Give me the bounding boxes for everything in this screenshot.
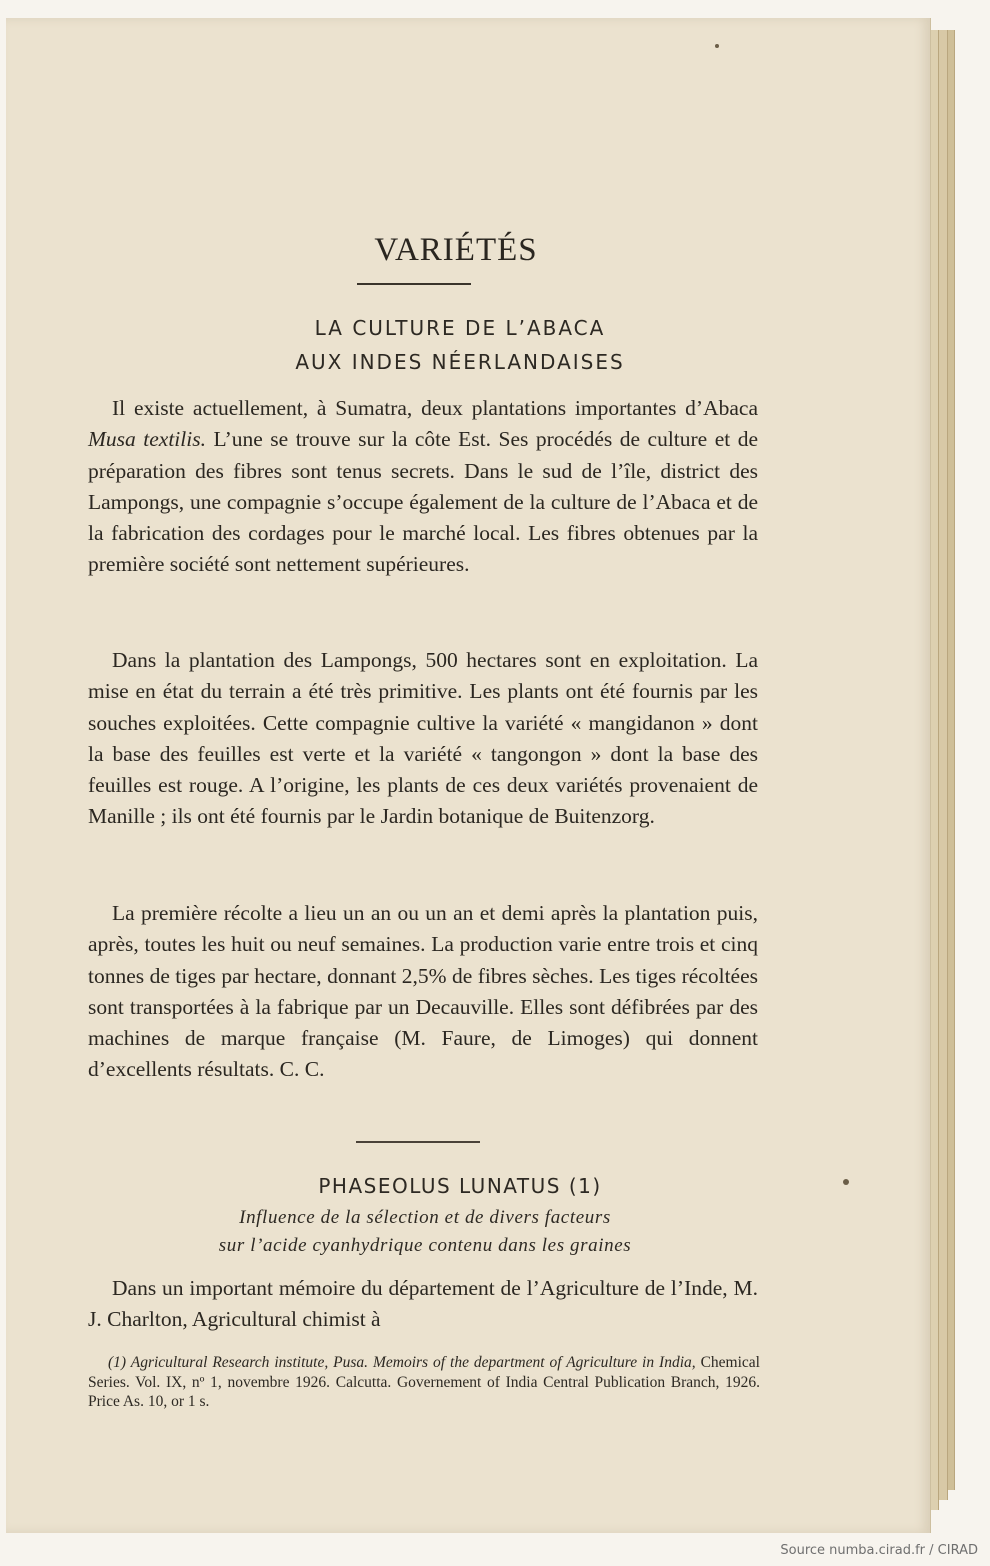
- article2-paragraph: Dans un important mémoire du département de l’Agriculture de l’Inde, M. J. Charlton, Agricultural chimist à: [88, 1276, 758, 1332]
- source-credit: Source numba.cirad.fr / CIRAD: [780, 1543, 978, 1558]
- paragraph-2: Dans la plantation des Lampongs, 500 hectares sont en exploitation. La mise en état du terrain a été très primitive. Les plants ont été fournis par les souches exploitées. Cette compagnie cultive la variété « mangidanon » dont la base des feuilles est verte et la variété « tangongon » dont la base des feuilles est rouge. A l’origine, les plants de ces deux variétés provenaient de Manille ; ils ont été fournis par le Jardin botanique de Buitenzorg.: [88, 648, 758, 829]
- footnote-text: Chemical Series. Vol. IX, nº 1, novembre 1926. Calcutta. Governement of India Central Publication Branch, 1926. Price As. 10, or 1 s.: [88, 1354, 760, 1410]
- title-rule: [357, 283, 471, 285]
- ink-speck: [715, 44, 719, 48]
- section-divider: [356, 1141, 480, 1143]
- page-edge: [948, 30, 955, 1490]
- article2-subtitle-line2: sur l’acide cyanhydrique contenu dans les graines: [218, 1235, 632, 1256]
- paragraph-3: La première récolte a lieu un an ou un an et demi après la plantation puis, après, toutes les huit ou neuf semaines. La production varie entre trois et cinq tonnes de tiges par hectare, donnant 2,5% de fibres sèches. Les tiges récoltées sont transportées à la fabrique par un Decauville. Elles sont défibrées par des machines de marque française (M. Faure, de Limoges) qui donnent d’excellents résultats. C. C.: [88, 901, 758, 1082]
- article-heading-line1: LA CULTURE DE L’ABACA: [314, 316, 606, 340]
- article2-subtitle-line1: Influence de la sélection et de divers facteurs: [239, 1207, 611, 1228]
- ink-speck: [843, 1179, 849, 1185]
- article2-heading: PHASEOLUS LUNATUS (1): [318, 1174, 602, 1198]
- paragraph-text: Il existe actuellement, à Sumatra, deux plantations importantes d’Abaca: [112, 396, 758, 420]
- page-edge: [939, 30, 948, 1500]
- footnote-italic: (1) Agricultural Research institute, Pusa. Memoirs of the department of Agriculture in India,: [108, 1354, 696, 1371]
- section-title: VARIÉTÉS: [374, 232, 538, 268]
- paragraph-1: [88, 393, 758, 581]
- species-name: Musa textilis.: [88, 427, 206, 452]
- page-edge: [930, 30, 939, 1510]
- paragraph-text: L’une se trouve sur la côte Est. Ses procédés de culture et de préparation des fibres sont tenus secrets. Dans le sud de l’île, district des Lampongs, une compagnie s’occupe également de la culture de l’Abaca et de la fabrication des cordages pour le marché local. Les fibres obtenues par la première société sont nettement supérieures.: [88, 427, 758, 577]
- footnote: [88, 1353, 760, 1412]
- article-heading-line2: AUX INDES NÉERLANDAISES: [295, 350, 625, 374]
